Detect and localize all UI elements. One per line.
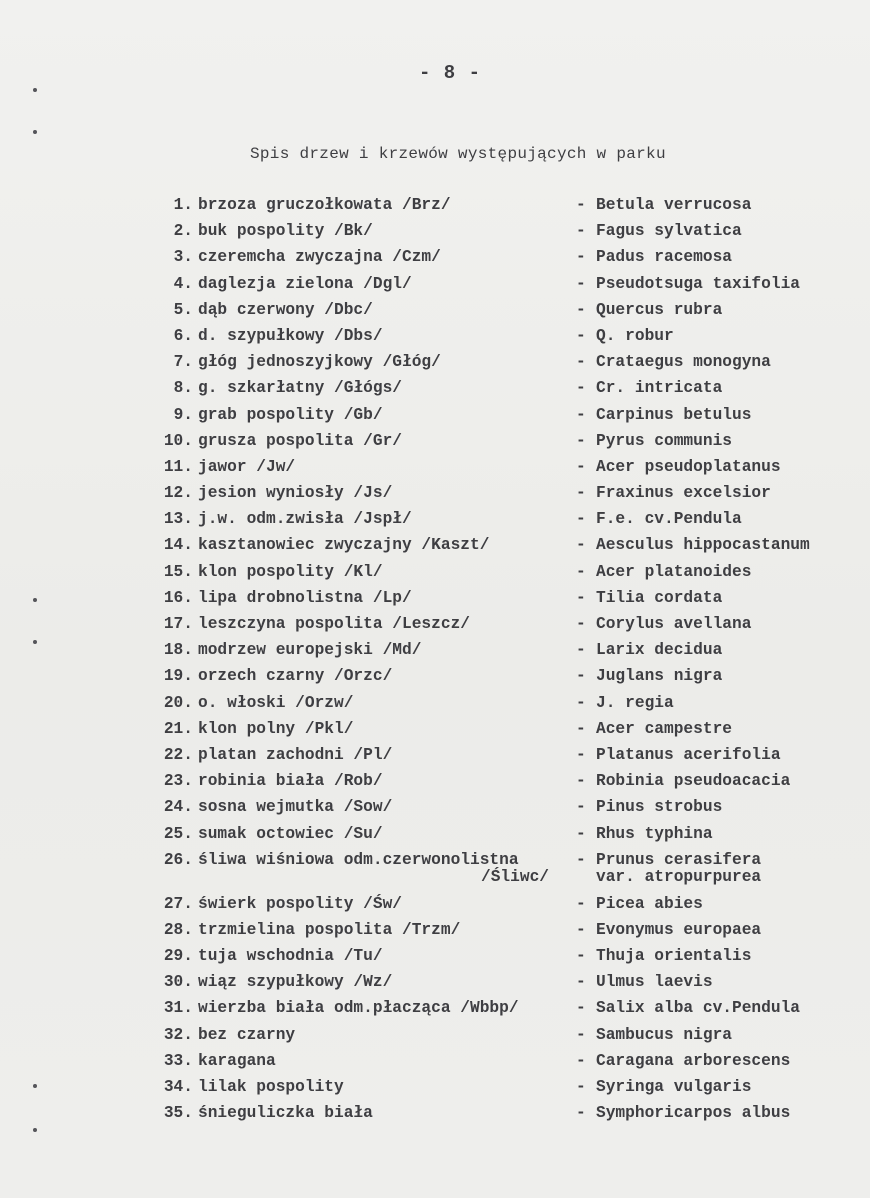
separator-dash: - [576, 405, 586, 424]
separator-dash: - [576, 1051, 586, 1070]
polish-name [198, 484, 392, 502]
latin-name-text: Pseudotsuga taxifolia [596, 274, 800, 293]
entry-number: 7. [173, 353, 193, 372]
latin-name [596, 1052, 790, 1070]
polish-name [198, 222, 373, 240]
latin-name [596, 248, 732, 266]
list-item [0, 720, 870, 746]
list-item [0, 615, 870, 641]
separator-dash: - [576, 1104, 586, 1123]
polish-name-text: świerk pospolity /Św/ [198, 894, 402, 913]
polish-name [198, 921, 460, 939]
polish-name [198, 772, 383, 790]
separator-dash: - [576, 824, 586, 843]
list-item [0, 895, 870, 921]
polish-name [198, 1078, 344, 1096]
polish-name-text: leszczyna pospolita /Leszcz/ [198, 615, 470, 633]
list-item [0, 275, 870, 301]
separator-dash: - [576, 719, 586, 738]
entry-number: 28. [163, 920, 193, 939]
latin-name-text: Pyrus communis [596, 431, 732, 450]
polish-name [198, 379, 402, 397]
list-item [0, 1104, 870, 1130]
polish-name [198, 406, 383, 424]
polish-name-text: platan zachodni /Pl/ [198, 745, 393, 764]
polish-name-text: czeremcha zwyczajna /Czm/ [198, 248, 441, 267]
polish-name-text: kasztanowiec zwyczajny /Kaszt/ [198, 536, 490, 555]
separator-dash: - [576, 693, 586, 712]
entry-number: 21. [163, 719, 193, 738]
list-item [0, 379, 870, 405]
list-item [0, 772, 870, 798]
polish-name [198, 301, 373, 319]
separator-dash: - [576, 1025, 586, 1044]
separator-dash: - [576, 248, 586, 267]
polish-name [198, 1026, 295, 1044]
list-item [0, 999, 870, 1025]
latin-name [596, 615, 751, 633]
polish-name [198, 563, 383, 581]
list-item [0, 1078, 870, 1104]
separator-dash: - [576, 510, 586, 529]
entry-number: 33. [163, 1051, 193, 1070]
latin-name-text: Aesculus hippocastanum [596, 536, 810, 555]
entry-number: 11. [163, 457, 193, 476]
latin-name-text: F.e. cv.Pendula [596, 510, 742, 529]
polish-name-text: wiąz szypułkowy /Wz/ [198, 973, 393, 992]
latin-name [596, 510, 742, 528]
latin-name [596, 353, 771, 371]
polish-name [198, 275, 412, 293]
polish-name [198, 589, 412, 607]
latin-name-text: Platanus acerifolia [596, 745, 781, 764]
entry-number: 15. [163, 562, 193, 581]
latin-name [596, 563, 751, 581]
latin-name-text: Evonymus europaea [596, 920, 762, 939]
entry-number: 27. [163, 894, 193, 913]
latin-name-text: Salix alba cv.Pendula [596, 999, 800, 1018]
polish-name [198, 327, 383, 345]
latin-name-text: J. regia [596, 693, 674, 712]
polish-name [198, 248, 441, 266]
list-item [0, 510, 870, 536]
entry-number: 9. [173, 405, 193, 424]
separator-dash: - [576, 947, 586, 966]
latin-name [596, 921, 761, 939]
list-item [0, 248, 870, 274]
page-title: Spis drzew i krzewów występujących w parku [250, 145, 666, 163]
polish-name-text: orzech czarny /Orzc/ [198, 667, 393, 686]
entry-number: 24. [163, 798, 193, 817]
latin-name-text: Corylus avellana [596, 615, 752, 633]
entry-number: 35. [163, 1104, 193, 1123]
latin-name-text: Cr. intricata [596, 379, 723, 398]
polish-name-text: sumak octowiec /Su/ [198, 824, 383, 843]
polish-name-text: trzmielina pospolita /Trzm/ [198, 920, 461, 939]
polish-name-text: głóg jednoszyjkowy /Głóg/ [198, 353, 441, 372]
polish-name-continuation: /Śliwc/ [481, 867, 549, 886]
polish-name-text: karagana [198, 1051, 276, 1070]
polish-name-text: grusza pospolita /Gr/ [198, 431, 402, 450]
polish-name-text: daglezja zielona /Dgl/ [198, 274, 412, 293]
latin-name-text: Q. robur [596, 326, 674, 345]
polish-name [198, 850, 549, 886]
polish-name-text: robinia biała /Rob/ [198, 772, 383, 791]
separator-dash: - [576, 588, 586, 607]
entry-number: 30. [163, 973, 193, 992]
polish-name [198, 641, 421, 659]
entry-number: 12. [163, 484, 193, 503]
polish-name [198, 667, 392, 685]
list-item [0, 746, 870, 772]
separator-dash: - [576, 484, 586, 503]
list-item [0, 825, 870, 851]
latin-name [596, 458, 781, 476]
latin-name [596, 825, 713, 843]
list-item [0, 694, 870, 720]
polish-name [198, 947, 383, 965]
latin-name [596, 694, 674, 712]
list-item [0, 301, 870, 327]
separator-dash: - [576, 274, 586, 293]
list-item [0, 798, 870, 824]
separator-dash: - [576, 772, 586, 791]
latin-name [596, 798, 722, 816]
polish-name [198, 825, 383, 843]
latin-name [596, 999, 800, 1017]
latin-name-text: Pinus strobus [596, 798, 723, 817]
list-item [0, 563, 870, 589]
separator-dash: - [576, 745, 586, 764]
latin-name-text: Syringa vulgaris [596, 1078, 752, 1096]
polish-name [198, 1104, 373, 1122]
latin-name-text: Symphoricarpos albus [596, 1104, 791, 1123]
latin-name-text: Crataegus monogyna [596, 353, 771, 372]
polish-name [198, 353, 441, 371]
latin-name [596, 973, 713, 991]
polish-name-text: lilak pospolity [198, 1078, 344, 1096]
polish-name-text: brzoza gruczołkowata /Brz/ [198, 196, 451, 214]
polish-name-text: dąb czerwony /Dbc/ [198, 300, 373, 319]
polish-name-text: wierzba biała odm.płacząca /Wbbp/ [198, 999, 519, 1018]
polish-name-text: modrzew europejski /Md/ [198, 641, 422, 660]
entry-number: 14. [163, 536, 193, 555]
list-item [0, 196, 870, 222]
latin-name [596, 1078, 751, 1096]
latin-name [596, 641, 722, 659]
page-number: - 8 - [418, 62, 481, 84]
separator-dash: - [576, 562, 586, 581]
entry-number: 17. [163, 615, 193, 633]
entry-number: 31. [163, 999, 193, 1018]
polish-name [198, 432, 402, 450]
latin-name [596, 1104, 790, 1122]
latin-name [596, 484, 771, 502]
polish-name [198, 798, 392, 816]
list-item [0, 851, 870, 895]
polish-name-text: grab pospolity /Gb/ [198, 405, 383, 424]
margin-mark [33, 130, 37, 134]
entry-number: 13. [163, 510, 193, 529]
list-item [0, 432, 870, 458]
entry-number: 10. [163, 431, 193, 450]
latin-name-text: Acer campestre [596, 719, 732, 738]
entry-number: 32. [163, 1025, 193, 1044]
polish-name-text: d. szypułkowy /Dbs/ [198, 326, 383, 345]
list-item [0, 973, 870, 999]
polish-name-text: tuja wschodnia /Tu/ [198, 947, 383, 966]
latin-name-text: Quercus rubra [596, 300, 723, 319]
latin-name-text: Prunus cerasifera [596, 850, 762, 869]
latin-name-text: Picea abies [596, 894, 703, 913]
separator-dash: - [576, 798, 586, 817]
margin-mark [33, 88, 37, 92]
separator-dash: - [576, 920, 586, 939]
polish-name [198, 999, 519, 1017]
polish-name-text: lipa drobnolistna /Lp/ [198, 588, 412, 607]
polish-name-text: g. szkarłatny /Głógs/ [198, 379, 402, 398]
polish-name-text: śliwa wiśniowa odm.czerwonolistna [198, 850, 519, 869]
latin-name-text: Caragana arborescens [596, 1051, 791, 1070]
separator-dash: - [576, 326, 586, 345]
latin-name-text: Larix decidua [596, 641, 723, 660]
entry-number: 25. [163, 824, 193, 843]
list-item [0, 458, 870, 484]
list-item [0, 1052, 870, 1078]
entry-number: 6. [173, 326, 193, 345]
latin-name [596, 895, 703, 913]
entry-number: 1. [173, 196, 193, 214]
separator-dash: - [576, 379, 586, 398]
entry-number: 8. [173, 379, 193, 398]
latin-name [596, 1026, 732, 1044]
polish-name [198, 615, 470, 633]
latin-name [596, 301, 722, 319]
species-list [0, 196, 870, 1130]
entry-number: 22. [163, 745, 193, 764]
separator-dash: - [576, 196, 586, 214]
separator-dash: - [576, 536, 586, 555]
list-item [0, 222, 870, 248]
latin-name-continuation: var. atropurpurea [596, 867, 762, 886]
list-item [0, 589, 870, 615]
polish-name-text: buk pospolity /Bk/ [198, 222, 373, 241]
polish-name-text: jesion wyniosły /Js/ [198, 484, 393, 503]
separator-dash: - [576, 667, 586, 686]
list-item [0, 536, 870, 562]
polish-name [198, 895, 402, 913]
entry-number: 2. [173, 222, 193, 241]
latin-name-text: Acer platanoides [596, 562, 752, 581]
separator-dash: - [576, 973, 586, 992]
list-item [0, 353, 870, 379]
separator-dash: - [576, 222, 586, 241]
polish-name [198, 720, 353, 738]
latin-name-text: Acer pseudoplatanus [596, 457, 781, 476]
separator-dash: - [576, 641, 586, 660]
latin-name [596, 850, 762, 886]
latin-name [596, 196, 751, 214]
latin-name-text: Betula verrucosa [596, 196, 752, 214]
latin-name-text: Ulmus laevis [596, 973, 713, 992]
entry-number: 19. [163, 667, 193, 686]
polish-name-text: sosna wejmutka /Sow/ [198, 798, 393, 817]
entry-number: 3. [173, 248, 193, 267]
list-item [0, 921, 870, 947]
polish-name-text: śnieguliczka biała [198, 1104, 373, 1123]
latin-name-text: Padus racemosa [596, 248, 732, 267]
separator-dash: - [576, 999, 586, 1018]
polish-name [198, 510, 412, 528]
latin-name [596, 746, 781, 764]
latin-name-text: Robinia pseudoacacia [596, 772, 791, 791]
entry-number: 26. [163, 850, 193, 869]
list-item [0, 327, 870, 353]
latin-name-text: Rhus typhina [596, 824, 713, 843]
latin-name [596, 720, 732, 738]
latin-name-text: Carpinus betulus [596, 405, 752, 424]
latin-name [596, 327, 674, 345]
polish-name-text: klon polny /Pkl/ [198, 719, 354, 738]
latin-name [596, 667, 722, 685]
polish-name-text: o. włoski /Orzw/ [198, 693, 354, 712]
list-item [0, 1026, 870, 1052]
entry-number: 4. [173, 274, 193, 293]
list-item [0, 667, 870, 693]
separator-dash: - [576, 457, 586, 476]
separator-dash: - [576, 894, 586, 913]
list-item [0, 947, 870, 973]
polish-name [198, 458, 295, 476]
polish-name-text: j.w. odm.zwisła /Jspł/ [198, 510, 412, 529]
polish-name [198, 746, 392, 764]
separator-dash: - [576, 850, 586, 869]
entry-number: 20. [163, 693, 193, 712]
separator-dash: - [576, 300, 586, 319]
polish-name [198, 694, 353, 712]
latin-name [596, 432, 732, 450]
entry-number: 29. [163, 947, 193, 966]
latin-name [596, 222, 742, 240]
separator-dash: - [576, 615, 586, 633]
latin-name-text: Fagus sylvatica [596, 222, 742, 241]
list-item [0, 641, 870, 667]
separator-dash: - [576, 353, 586, 372]
polish-name [198, 1052, 276, 1070]
latin-name [596, 275, 800, 293]
list-item [0, 406, 870, 432]
latin-name [596, 406, 751, 424]
latin-name-text: Fraxinus excelsior [596, 484, 771, 503]
latin-name [596, 379, 722, 397]
polish-name-text: klon pospolity /Kl/ [198, 562, 383, 581]
entry-number: 34. [163, 1078, 193, 1096]
polish-name [198, 536, 489, 554]
latin-name [596, 947, 751, 965]
polish-name-text: bez czarny [198, 1025, 296, 1044]
entry-number: 18. [163, 641, 193, 660]
polish-name [198, 973, 392, 991]
entry-number: 23. [163, 772, 193, 791]
separator-dash: - [576, 431, 586, 450]
entry-number: 5. [173, 300, 193, 319]
latin-name [596, 536, 810, 554]
latin-name [596, 589, 722, 607]
entry-number: 16. [163, 588, 193, 607]
latin-name-text: Tilia cordata [596, 588, 723, 607]
separator-dash: - [576, 1078, 586, 1096]
polish-name [198, 196, 451, 214]
list-item [0, 484, 870, 510]
latin-name-text: Sambucus nigra [596, 1025, 732, 1044]
latin-name-text: Juglans nigra [596, 667, 723, 686]
polish-name-text: jawor /Jw/ [198, 457, 296, 476]
latin-name [596, 772, 790, 790]
latin-name-text: Thuja orientalis [596, 947, 752, 966]
